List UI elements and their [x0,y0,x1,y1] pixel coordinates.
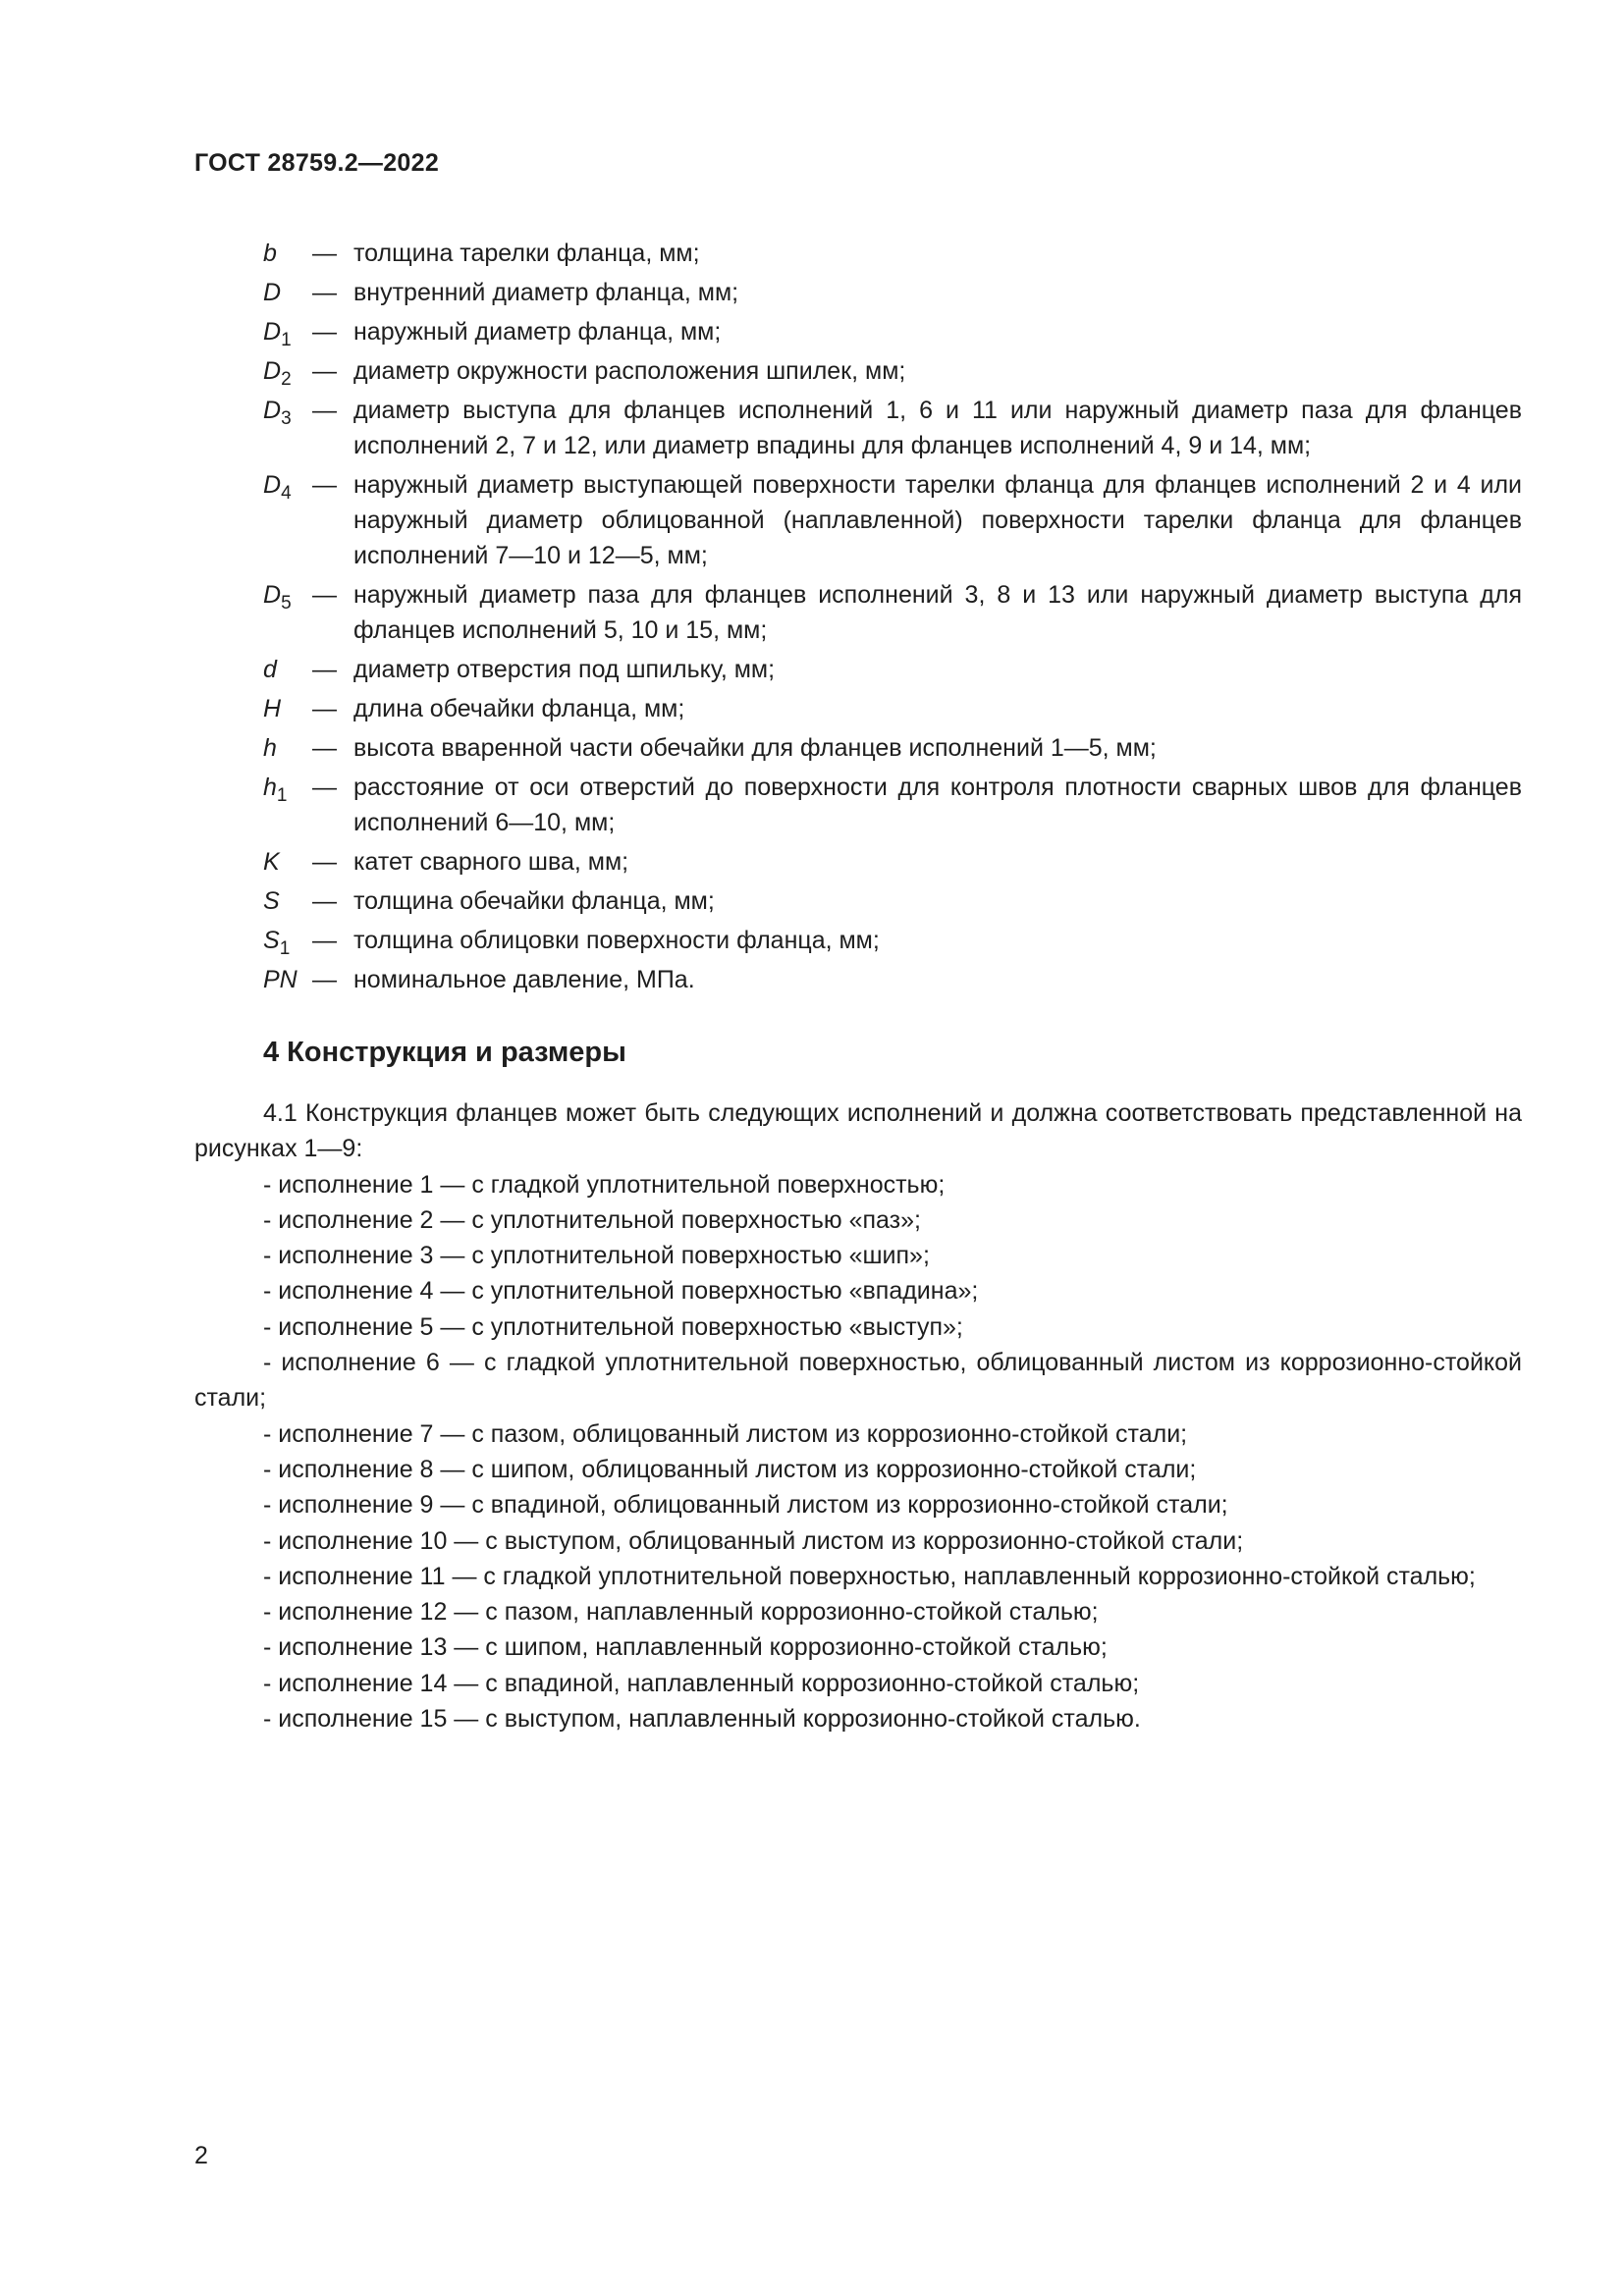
definition-dash: — [312,927,337,954]
list-item: - исполнение 3 — с уплотнительной поверхностью «шип»; [263,1242,930,1270]
definition-dash: — [312,734,337,762]
definition-text: диаметр окружности расположения шпилек, мм; [353,357,906,385]
definition-symbol: H [263,695,282,722]
definition-text: катет сварного шва, мм; [353,848,629,876]
list-item: - исполнение 5 — с уплотнительной поверхностью «выступ»; [263,1312,963,1341]
definition-symbol: d [263,656,277,683]
definition-symbol: $D_1$ [263,318,292,350]
definition-dash: — [312,279,337,306]
definition-text: внутренний диаметр фланца, мм; [353,279,739,306]
list-item: - исполнение 8 — с шипом, облицованный листом из коррозионно-стойкой стали; [263,1455,1197,1483]
section-intro: 4.1 Конструкция фланцев может быть следующих исполнений и должна соответствовать представленной на рисунках 1—9: [194,1099,1522,1163]
definition-row [263,275,1522,310]
definition-symbol: D [263,279,282,306]
definition-row [263,393,1522,463]
list-item: - исполнение 6 — с гладкой уплотнительной поверхностью, облицованный листом из коррозионно-стойкой стали; [194,1349,1522,1413]
definition-text: толщина обечайки фланца, мм; [353,887,715,915]
definition-dash: — [312,397,337,424]
list-item: - исполнение 15 — с выступом, наплавленный коррозионно-стойкой сталью. [263,1705,1141,1734]
section-body [194,1095,1522,1736]
definition-row [263,314,1522,349]
definition-row [263,770,1522,840]
definition-symbol: $S_1$ [263,927,291,959]
definition-text: расстояние от оси отверстий до поверхности для контроля плотности сварных швов для фланцев исполнений 6—10, мм; [353,774,1522,836]
definition-row [263,577,1522,648]
definition-text: диаметр отверстия под шпильку, мм; [353,656,776,683]
list-item: - исполнение 14 — с впадиной, наплавленный коррозионно-стойкой сталью; [263,1669,1140,1697]
definition-dash: — [312,581,337,609]
definition-row [263,962,1522,997]
definition-text: диаметр выступа для фланцев исполнений 1, 6 и 11 или наружный диаметр паза для фланцев исполнений 2, 7 и 12, или диаметр впадины для фланцев исполнений 4, 9 и 14, мм; [353,397,1522,459]
definition-row [263,236,1522,271]
definition-row [263,691,1522,726]
definition-text: наружный диаметр паза для фланцев исполнений 3, 8 и 13 или наружный диаметр выступа для фланцев исполнений 5, 10 и 15, мм; [353,581,1522,644]
definition-text: толщина тарелки фланца, мм; [353,240,700,267]
definition-symbol: PN [263,966,298,993]
definition-text: длина обечайки фланца, мм; [353,695,685,722]
definition-row [263,652,1522,687]
definition-dash: — [312,318,337,346]
definition-text: наружный диаметр фланца, мм; [353,318,722,346]
definition-dash: — [312,887,337,915]
definition-symbol: $D_3$ [263,397,292,429]
list-item: - исполнение 11 — с гладкой уплотнительной поверхностью, наплавленный коррозионно-стойкой сталью; [263,1562,1476,1590]
definition-dash: — [312,471,337,499]
definition-row [263,883,1522,919]
definition-dash: — [312,848,337,876]
list-item: - исполнение 7 — с пазом, облицованный листом из коррозионно-стойкой стали; [263,1419,1188,1448]
definition-symbol: $h_1$ [263,774,288,806]
definition-row [263,467,1522,573]
definition-symbol: $D_2$ [263,357,292,390]
definition-dash: — [312,774,337,801]
definition-dash: — [312,695,337,722]
definition-row [263,923,1522,958]
definition-text: номинальное давление, МПа. [353,966,695,993]
section-title: 4 Конструкция и размеры [263,1037,626,1068]
definition-symbol: $D_4$ [263,471,292,504]
definition-symbol: h [263,734,277,762]
definition-row [263,844,1522,880]
list-item: - исполнение 2 — с уплотнительной поверхностью «паз»; [263,1205,921,1234]
definition-dash: — [312,656,337,683]
definition-row [263,353,1522,389]
definition-symbol: S [263,887,280,915]
definition-symbol: K [263,848,280,876]
definition-text: наружный диаметр выступающей поверхности тарелки фланца для фланцев исполнений 2 и 4 или наружный диаметр облицованной (наплавленной) поверхности тарелки фланца для фланцев исполнений 7—10 и 12—5, мм; [353,471,1522,569]
symbol-definitions [263,236,1522,1001]
list-item: - исполнение 13 — с шипом, наплавленный коррозионно-стойкой сталью; [263,1633,1108,1662]
definition-symbol: b [263,240,277,267]
list-item: - исполнение 12 — с пазом, наплавленный коррозионно-стойкой сталью; [263,1598,1099,1627]
page-number: 2 [194,2142,208,2169]
list-item: - исполнение 4 — с уплотнительной поверхностью «впадина»; [263,1277,979,1306]
definition-dash: — [312,966,337,993]
definition-text: толщина облицовки поверхности фланца, мм; [353,927,880,954]
definition-row [263,730,1522,766]
list-item: - исполнение 10 — с выступом, облицованный листом из коррозионно-стойкой стали; [263,1526,1244,1555]
definition-dash: — [312,240,337,267]
list-item: - исполнение 9 — с впадиной, облицованный листом из коррозионно-стойкой стали; [263,1491,1228,1520]
definition-dash: — [312,357,337,385]
page-header: ГОСТ 28759.2—2022 [194,149,440,177]
list-item: - исполнение 1 — с гладкой уплотнительной поверхностью; [263,1170,946,1199]
definition-symbol: $D_5$ [263,581,292,614]
definition-text: высота вваренной части обечайки для фланцев исполнений 1—5, мм; [353,734,1157,762]
